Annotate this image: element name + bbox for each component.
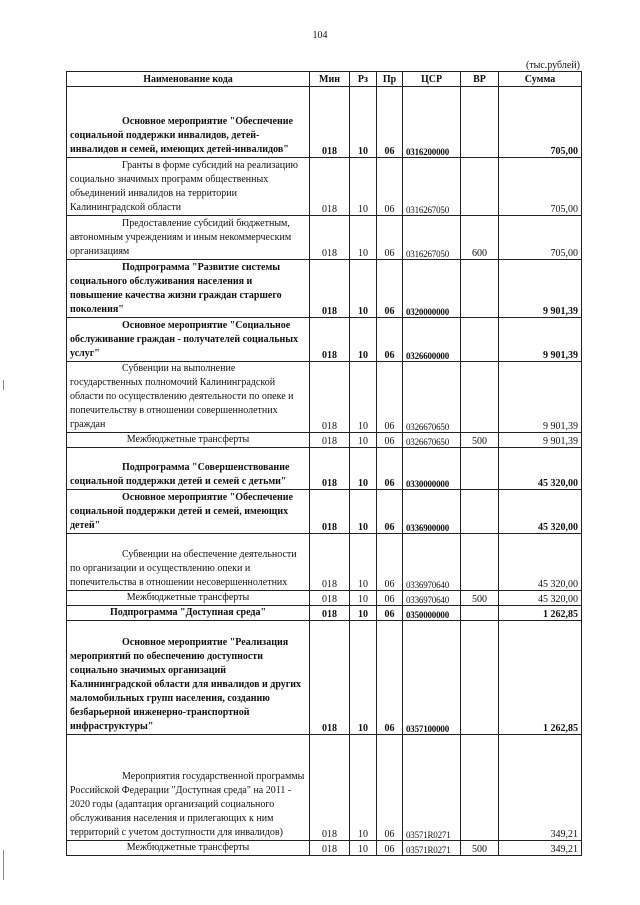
row-pr: 06: [377, 606, 403, 621]
row-vr: [461, 260, 499, 318]
row-sum: 45 320,00: [499, 591, 582, 606]
row-csr: 0336970640: [403, 534, 461, 591]
table-row: [67, 534, 582, 591]
row-min: 018: [310, 362, 350, 433]
row-csr: 0316267050: [403, 158, 461, 216]
table-row: [67, 490, 582, 534]
row-pr: 06: [377, 735, 403, 841]
table-row: [67, 841, 582, 856]
table-header-row: [67, 72, 582, 87]
row-min: 018: [310, 534, 350, 591]
table-row: [67, 87, 582, 158]
row-rz: 10: [350, 591, 377, 606]
row-rz: 10: [350, 490, 377, 534]
table-row: [67, 216, 582, 260]
row-sum: 705,00: [499, 158, 582, 216]
row-min: 018: [310, 87, 350, 158]
row-csr: 0316200000: [403, 87, 461, 158]
column-header-pr: Пр: [377, 72, 403, 87]
row-sum: 45 320,00: [499, 448, 582, 490]
row-rz: 10: [350, 318, 377, 362]
row-vr: [461, 621, 499, 735]
row-rz: 10: [350, 433, 377, 448]
row-csr: 03571R0271: [403, 841, 461, 856]
row-pr: 06: [377, 448, 403, 490]
row-pr: 06: [377, 534, 403, 591]
table-row: [67, 318, 582, 362]
row-pr: 06: [377, 216, 403, 260]
row-sum: 349,21: [499, 735, 582, 841]
row-pr: 06: [377, 260, 403, 318]
row-pr: 06: [377, 158, 403, 216]
row-min: 018: [310, 490, 350, 534]
table-row: [67, 448, 582, 490]
row-sum: 9 901,39: [499, 433, 582, 448]
row-sum: 705,00: [499, 216, 582, 260]
row-pr: 06: [377, 490, 403, 534]
row-csr: 0357100000: [403, 621, 461, 735]
table-row: [67, 735, 582, 841]
row-rz: 10: [350, 735, 377, 841]
row-rz: 10: [350, 448, 377, 490]
table-row: [67, 158, 582, 216]
row-min: 018: [310, 606, 350, 621]
row-vr: 500: [461, 591, 499, 606]
table-row: [67, 621, 582, 735]
row-sum: 9 901,39: [499, 362, 582, 433]
row-rz: 10: [350, 216, 377, 260]
row-csr: 0326600000: [403, 318, 461, 362]
row-rz: 10: [350, 841, 377, 856]
row-sum: 1 262,85: [499, 606, 582, 621]
row-csr: 0326670650: [403, 362, 461, 433]
table-row: [67, 606, 582, 621]
row-name: Субвенции на обеспечение деятельности по организации и осуществлению опеки и попечительства в отношении несовершеннолетних: [67, 534, 310, 591]
row-csr: 0330000000: [403, 448, 461, 490]
row-vr: [461, 318, 499, 362]
row-min: 018: [310, 158, 350, 216]
row-vr: [461, 534, 499, 591]
row-name: Межбюджетные трансферты: [67, 591, 310, 606]
table-row: [67, 591, 582, 606]
table-row: [67, 260, 582, 318]
row-sum: 45 320,00: [499, 534, 582, 591]
row-vr: [461, 735, 499, 841]
row-name: Гранты в форме субсидий на реализацию социально значимых программ общественных объединений инвалидов на территории Калининградской области: [67, 158, 310, 216]
row-csr: 0350000000: [403, 606, 461, 621]
row-vr: [461, 158, 499, 216]
row-pr: 06: [377, 318, 403, 362]
budget-table: [66, 71, 582, 856]
row-name: Предоставление субсидий бюджетным, автономным учреждениям и иным некоммерческим организациям: [67, 216, 310, 260]
row-name: Основное мероприятие "Обеспечение социальной поддержки детей и семей, имеющих детей": [67, 490, 310, 534]
row-vr: [461, 448, 499, 490]
column-header-min: Мин: [310, 72, 350, 87]
column-header-sum: Сумма: [499, 72, 582, 87]
row-vr: [461, 362, 499, 433]
row-name: Межбюджетные трансферты: [67, 841, 310, 856]
row-pr: 06: [377, 433, 403, 448]
table-row: [67, 362, 582, 433]
row-rz: 10: [350, 87, 377, 158]
row-csr: 0326670650: [403, 433, 461, 448]
row-min: 018: [310, 448, 350, 490]
row-name: Основное мероприятие "Социальное обслуживание граждан - получателей социальных услуг": [67, 318, 310, 362]
row-min: 018: [310, 591, 350, 606]
row-sum: 9 901,39: [499, 260, 582, 318]
column-header-csr: ЦСР: [403, 72, 461, 87]
row-min: 018: [310, 841, 350, 856]
column-header-rz: Рз: [350, 72, 377, 87]
scan-mark: [3, 380, 4, 390]
row-csr: 03571R0271: [403, 735, 461, 841]
row-csr: 0336970640: [403, 591, 461, 606]
row-min: 018: [310, 433, 350, 448]
row-pr: 06: [377, 621, 403, 735]
row-min: 018: [310, 735, 350, 841]
row-rz: 10: [350, 260, 377, 318]
row-vr: [461, 490, 499, 534]
row-pr: 06: [377, 591, 403, 606]
page-number: 104: [312, 30, 328, 41]
row-name: Субвенции на выполнение государственных полномочий Калининградской области по осуществлению деятельности по опеке и попечительству в отношении совершеннолетних граждан: [67, 362, 310, 433]
row-name: Межбюджетные трансферты: [67, 433, 310, 448]
row-vr: [461, 87, 499, 158]
row-csr: 0316267050: [403, 216, 461, 260]
row-vr: [461, 606, 499, 621]
scan-mark: [3, 850, 4, 880]
row-csr: 0320000000: [403, 260, 461, 318]
column-header-vr: ВР: [461, 72, 499, 87]
row-vr: 600: [461, 216, 499, 260]
row-vr: 500: [461, 841, 499, 856]
row-csr: 0336900000: [403, 490, 461, 534]
row-min: 018: [310, 260, 350, 318]
row-min: 018: [310, 318, 350, 362]
row-rz: 10: [350, 158, 377, 216]
row-min: 018: [310, 621, 350, 735]
row-sum: 705,00: [499, 87, 582, 158]
row-rz: 10: [350, 621, 377, 735]
row-name: Основное мероприятие "Реализация мероприятий по обеспечению доступности социально значимых организаций Калининградской области для инвалидов и других маломобильных групп населения, созданию безбарьерной инженерно-транспортной инфраструктуры": [67, 621, 310, 735]
row-min: 018: [310, 216, 350, 260]
row-pr: 06: [377, 841, 403, 856]
row-name: Основное мероприятие "Обеспечение социальной поддержки инвалидов, детей-инвалидов и семей, имеющих детей-инвалидов": [67, 87, 310, 158]
row-name: Мероприятия государственной программы Российской Федерации "Доступная среда" на 2011 - 2020 годы (адаптация организаций социального обслуживания населения и прилегающих к ним территорий с учетом доступности для инвалидов): [67, 735, 310, 841]
row-pr: 06: [377, 362, 403, 433]
row-name: Подпрограмма "Развитие системы социального обслуживания населения и повышение качества жизни граждан старшего поколения": [67, 260, 310, 318]
table-row: [67, 433, 582, 448]
row-vr: 500: [461, 433, 499, 448]
units-label: (тыс.рублей): [525, 60, 580, 71]
row-sum: 349,21: [499, 841, 582, 856]
row-rz: 10: [350, 606, 377, 621]
row-rz: 10: [350, 362, 377, 433]
row-sum: 1 262,85: [499, 621, 582, 735]
row-pr: 06: [377, 87, 403, 158]
row-name: Подпрограмма "Совершенствование социальной поддержки детей и семей с детьми": [67, 448, 310, 490]
row-name: Подпрограмма "Доступная среда": [67, 606, 310, 621]
row-sum: 9 901,39: [499, 318, 582, 362]
row-sum: 45 320,00: [499, 490, 582, 534]
row-rz: 10: [350, 534, 377, 591]
column-header-name: Наименование кода: [67, 72, 310, 87]
